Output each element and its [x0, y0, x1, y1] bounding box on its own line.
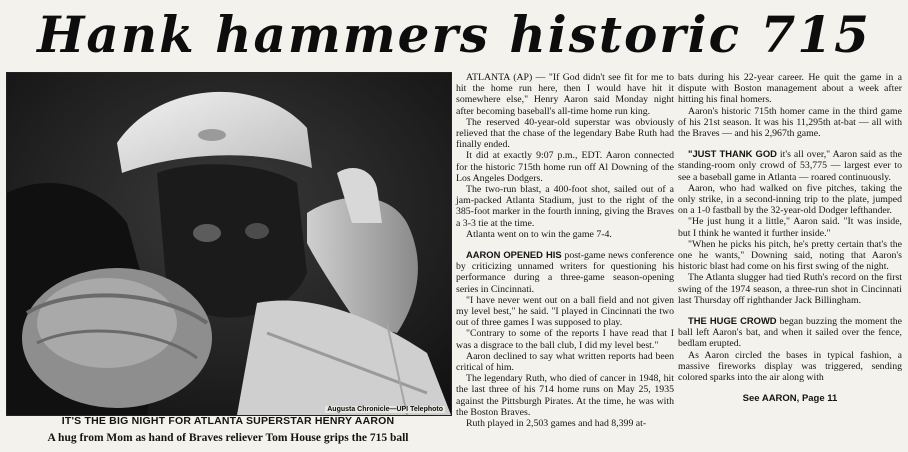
- paragraph: Ruth played in 2,503 games and had 8,399 at-: [466, 418, 647, 430]
- paragraph: "I have never went out on a ball field and not given my level best," he said. "I played in Cincinnati the two out of three games I was supposed to play.: [456, 294, 674, 329]
- section-paragraph: [456, 249, 674, 295]
- paragraph: Aaron's historic 715th homer came in the third game of his 21st season. It was his 11,295th at-bat — all with the Braves — and his 2,967th game.: [678, 105, 902, 140]
- section-text: it's all over," Aaron said as the standing-room only crowd of 53,775 — largest ever to see a baseball game in Atlanta — roared continuously.: [678, 149, 903, 183]
- article-column-1: [456, 72, 674, 429]
- paragraph: "Contrary to some of the reports I have read that I was a disgrace to the ball club, I did my level best.": [456, 328, 674, 351]
- section-lead: AARON OPENED HIS: [466, 249, 562, 261]
- headline: Hank hammers historic 715: [37, 5, 871, 64]
- paragraph: The Atlanta slugger had tied Ruth's record on the first swing of the 1974 season, a three-run shot in Cincinnati last Thursday off righthander Jack Billingham.: [678, 272, 902, 306]
- paragraph: It did at exactly 9:07 p.m., EDT. Aaron connected for the historic 715th home run off Al Downing of the Los Angeles Dodgers.: [456, 150, 674, 184]
- paragraph: The legendary Ruth, who died of cancer in 1948, hit the last three of his 714 home runs on May 25, 1935 against the Pittsburgh Pirates. At the time, he was with the Boston Braves.: [456, 373, 674, 418]
- paragraph: Aaron, who had walked on five pitches, taking the only strike, in a second-inning trip to the plate, jumped on a 1-0 fastball by the 32-year-old Dodger lefthander.: [678, 182, 902, 217]
- paragraph: "He just hung it a little," Aaron said. "It was inside, but I think he wanted it further inside.": [678, 216, 902, 239]
- paragraph: "When he picks his pitch, he's pretty certain that's the one he wants," Downing said, noting that Aaron's historic blast had come on his first swing of the night.: [678, 238, 902, 273]
- paragraph: The two-run blast, a 400-foot shot, sailed out of a jam-packed Atlanta Stadium, just to the right of the 385-foot marker in the fourth inning, giving the Braves a 3-3 tie at the time.: [456, 184, 674, 229]
- section-lead: "JUST THANK GOD: [688, 148, 777, 160]
- paragraph: The reserved 40-year-old superstar was obviously relieved that the chase of the legendary Babe Ruth had finally ended.: [456, 116, 674, 151]
- continued-link[interactable]: See AARON, Page 11: [742, 393, 838, 405]
- paragraph: bats during his 22-year career. He quit the game in a dispute with Boston management about a week after hitting his final homers.: [678, 72, 902, 106]
- photo-caption-text: A hug from Mom as hand of Braves reliever Tom House grips the 715 ball: [47, 432, 409, 444]
- paragraph: Aaron declined to say what written reports had been critical of him.: [456, 350, 674, 374]
- photo-credit: Augusta Chronicle—UPI Telephoto: [327, 406, 443, 413]
- photo-caption-title: IT'S THE BIG NIGHT FOR ATLANTA SUPERSTAR HENRY AARON: [61, 415, 395, 427]
- article-column-2: [678, 72, 902, 404]
- paragraph: Atlanta went on to win the game 7-4.: [466, 228, 612, 240]
- section-text: began buzzing the moment the ball left Aaron's bat, and when it sailed over the fence, bedlam erupted.: [678, 316, 903, 350]
- section-paragraph: [678, 315, 902, 350]
- paragraph: ATLANTA (AP) — "If God didn't see fit for me to hit the home run here, then I would have hit it somewhere else," Henry Aaron said Monday night after becoming baseball's all-time home run king.: [456, 72, 674, 117]
- news-photo: [6, 72, 452, 416]
- section-text: post-game news conference by criticizing unnamed writers for questioning his performance during a three-game season-opening series in Cincinnati.: [456, 250, 674, 295]
- photo-illustration: [7, 73, 451, 415]
- section-lead: THE HUGE CROWD: [688, 315, 777, 327]
- paragraph: As Aaron circled the bases in typical fashion, a massive fireworks display was triggered, sending colored sparks into the air along with: [678, 349, 902, 384]
- section-paragraph: [678, 148, 902, 183]
